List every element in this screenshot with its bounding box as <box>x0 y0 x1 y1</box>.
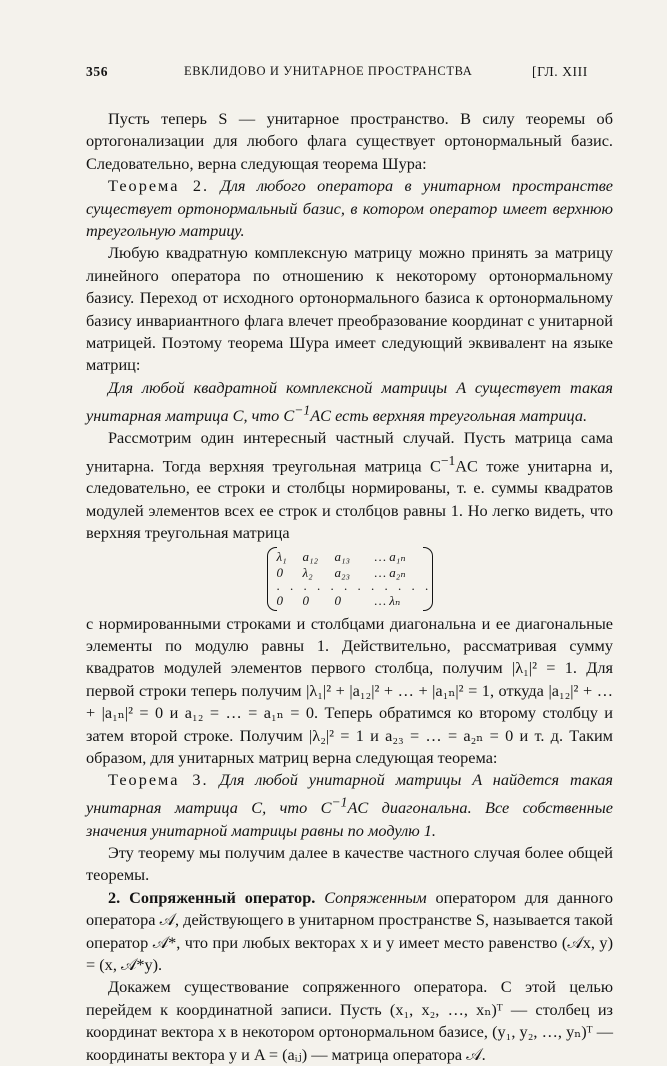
triangular-matrix <box>86 549 613 609</box>
paragraph-schur-matrix: Любую квадратную комплексную матрицу можно принять за матрицу линейного оператора по отношению к некоторому ортонормальному базису. Переход от исходного ортонормального базиса к ортонормальному базису инвариантного флага влечет преобразование координат с унитарной матрицей. Поэтому теорема Шура имеет следующий эквивалент на языке матриц: <box>86 243 613 375</box>
theorem-3-part-b: AC диагональна. Все собственные значения унитарной матрицы равны по модулю 1. <box>86 798 613 840</box>
matrix-cell: a₂₃ <box>334 564 351 580</box>
section-adjoint-operator <box>86 887 613 977</box>
theorem-3 <box>86 769 613 842</box>
theorem-2-label: Теорема 2. <box>108 176 210 196</box>
paragraph-coordinates: Докажем существование сопряженного оператора. С этой целью перейдем к координатной записи. Пусть (x₁, x₂, …, xₙ)ᵀ — столбец из координат вектора x в некотором ортонормальном базисе, (y₁, y₂, …, yₙ)ᵀ — координаты вектора y и A = (aᵢⱼ) — матрица оператора 𝒜. <box>86 977 613 1064</box>
paragraph-proof-diagonal: с нормированными строками и столбцами диагональна и ее диагональные элементы по модулю равны 1. Действительно, рассматривая сумму квадратов модулей элементов первого столбца, получим |λ₁|² = 1. Для первой строки теперь получим |λ₁|² + |a₁₂|² + … + |a₁ₙ|² = 1, откуда |a₁₂|² + … + |a₁ₙ|² = 0 и a₁₂ = … = a₁ₙ = 0. Теперь обратимся ко второму столбцу и затем второй строке. Получим |λ₂|² = 1 и a₂₃ = … = a₂ₙ = 0 и т. д. Таким образом, для унитарных матриц верна следующая теорема: <box>86 613 613 767</box>
matrix-cell: … a₁ₙ <box>374 548 406 564</box>
chapter-marker: [ГЛ. XIII <box>532 64 588 79</box>
special-case-part-b: AC тоже унитарна и, следовательно, ее строки и столбцы нормированы, т. е. суммы квадратов модулей элементов всех ее строк и столбцов равны 1. Но легко видеть, что верхняя треугольная матрица <box>86 455 613 543</box>
matrix-cell: … a₂ₙ <box>374 564 406 580</box>
statement-part-a: Для любой квадратной комплексной матрицы A существует такая унитарная матрица C, что C <box>86 377 613 425</box>
matrix-cell: 0 <box>334 593 341 609</box>
matrix-cell: λ₂ <box>302 564 313 580</box>
section-title: 2. Сопряженный оператор. <box>108 887 316 907</box>
running-title: ЕВКЛИДОВО И УНИТАРНОЕ ПРОСТРАНСТВА <box>184 64 473 78</box>
right-bracket <box>423 547 433 611</box>
inverse-superscript: −1 <box>440 452 456 468</box>
theorem-2-text: Для любого оператора в унитарном пространстве существует ортонормальный базис, в котором оператор имеет верхнюю треугольную матрицу. <box>86 176 613 241</box>
page-number: 356 <box>86 64 109 79</box>
theorem-3-label: Теорема 3. <box>108 770 209 790</box>
theorem-3-part-a: Для любой унитарной матрицы A найдется такая унитарная матрица C, что C <box>86 770 613 818</box>
defined-term: Сопряженным <box>324 887 427 907</box>
matrix-cell: a₁₃ <box>334 548 351 564</box>
matrix-grid <box>267 549 433 609</box>
statement-part-b: AC есть верхняя треугольная матрица. <box>310 405 588 425</box>
left-bracket <box>267 547 277 611</box>
matrix-cell: … λₙ <box>374 593 401 609</box>
matrix-cell: λ₁ <box>276 548 287 564</box>
matrix-cell: a₁₂ <box>302 548 319 564</box>
theorem-2 <box>86 175 613 242</box>
matrix-cell: 0 <box>276 564 283 580</box>
section-definition: оператором для данного оператора 𝒜, действующего в унитарном пространстве S, называется такой оператор 𝒜*, что при любых векторах x и y имеет место равенство (𝒜x, y) = (x, 𝒜*y). <box>86 887 613 975</box>
paragraph-special-case <box>86 427 613 544</box>
paragraph-general-theorem: Эту теорему мы получим далее в качестве частного случая более общей теоремы. <box>86 843 613 885</box>
inverse-superscript: −1 <box>331 794 348 810</box>
page-body <box>86 108 613 1066</box>
inverse-superscript: −1 <box>294 402 311 418</box>
paragraph-unitary-space: Пусть теперь S — унитарное пространство. В силу теоремы об ортогонализации для любого флага существует ортонормальный базис. Следовательно, верна следующая теорема Шура: <box>86 109 613 173</box>
matrix-equivalent-statement <box>86 377 613 427</box>
special-case-part-a: Рассмотрим один интересный частный случай. Пусть матрица сама унитарна. Тогда верхняя треугольная матрица C <box>86 428 613 475</box>
matrix-dots-row: . . . . . . . . . . . . <box>276 578 432 594</box>
matrix-cell: 0 <box>276 593 283 609</box>
matrix-cell: 0 <box>302 593 309 609</box>
